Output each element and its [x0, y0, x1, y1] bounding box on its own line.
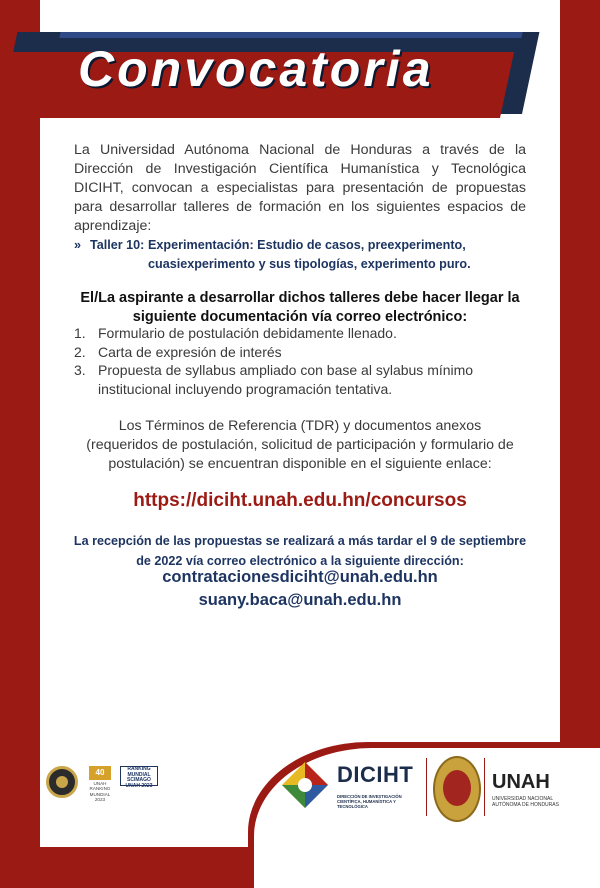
- diciht-name: DICIHT: [337, 762, 414, 787]
- intro-paragraph: La Universidad Autónoma Nacional de Honduras a través de la Dirección de Investigación Científica Humanística y Tecnológica DICIHT, convocan a especialistas para presentación de propuestas para desarrollar talleres de formación en los siguientes espacios de aprendizaje:: [74, 142, 526, 234]
- email-link-contrataciones[interactable]: contratacionesdiciht@unah.edu.hn: [162, 568, 438, 586]
- ranking-seal-icon: [46, 766, 78, 798]
- unah-name: UNAH: [492, 771, 550, 793]
- divider: [426, 758, 427, 816]
- deadline-text: La recepción de las propuestas se realizará a más tardar el 9 de septiembre de 2022 vía correo electrónico a la siguiente dirección:: [73, 534, 527, 568]
- concursos-link[interactable]: https://diciht.unah.edu.hn/concursos: [133, 490, 467, 511]
- unah-subtitle: UNIVERSIDAD NACIONAL AUTÓNOMA DE HONDURAS: [492, 796, 559, 808]
- list-item: 3. Propuesta de syllabus ampliado con base al sylabus mínimo institucional incluyendo programación tentativa.: [74, 362, 474, 397]
- workshop-item: [74, 236, 544, 274]
- email-link-suany[interactable]: suany.baca@unah.edu.hn: [198, 591, 402, 609]
- workshop-label: Taller 10:: [90, 238, 145, 252]
- diciht-subtitle: DIRECCIÓN DE INVESTIGACIÓN CIENTÍFICA, HUMANÍSTICA Y TECNOLÓGICA: [337, 794, 402, 809]
- list-item: 2. Carta de expresión de interés: [74, 343, 282, 360]
- requirements-heading: El/La aspirante a desarrollar dichos talleres debe hacer llegar la siguiente documentación vía correo electrónico:: [80, 290, 520, 325]
- page-title: Convocatoria: [78, 41, 434, 97]
- bullet-icon: »: [74, 238, 82, 252]
- divider: [484, 758, 485, 816]
- unah-seal-icon: [433, 756, 481, 822]
- list-item: 1. Formulario de postulación debidamente llenado.: [74, 325, 397, 341]
- workshop-description: Experimentación: Estudio de casos, preexperimento, cuasiexperimento y sus tipologías, experimento puro.: [148, 238, 471, 271]
- scimago-badge: RANKING MUNDIAL SCIMAGO UNAH 2023: [120, 766, 158, 787]
- diciht-logo-icon: [280, 760, 330, 810]
- requirements-list: [74, 324, 532, 398]
- ranking-badge: 40 UNAH RANKING MUNDIAL 2023: [89, 768, 111, 803]
- banner-blue-strip: [59, 32, 522, 38]
- tdr-paragraph: Los Términos de Referencia (TDR) y documentos anexos (requeridos de postulación, solicitud de participación y formulario de postulación) se encuentran disponible en el siguiente enlace:: [86, 418, 514, 472]
